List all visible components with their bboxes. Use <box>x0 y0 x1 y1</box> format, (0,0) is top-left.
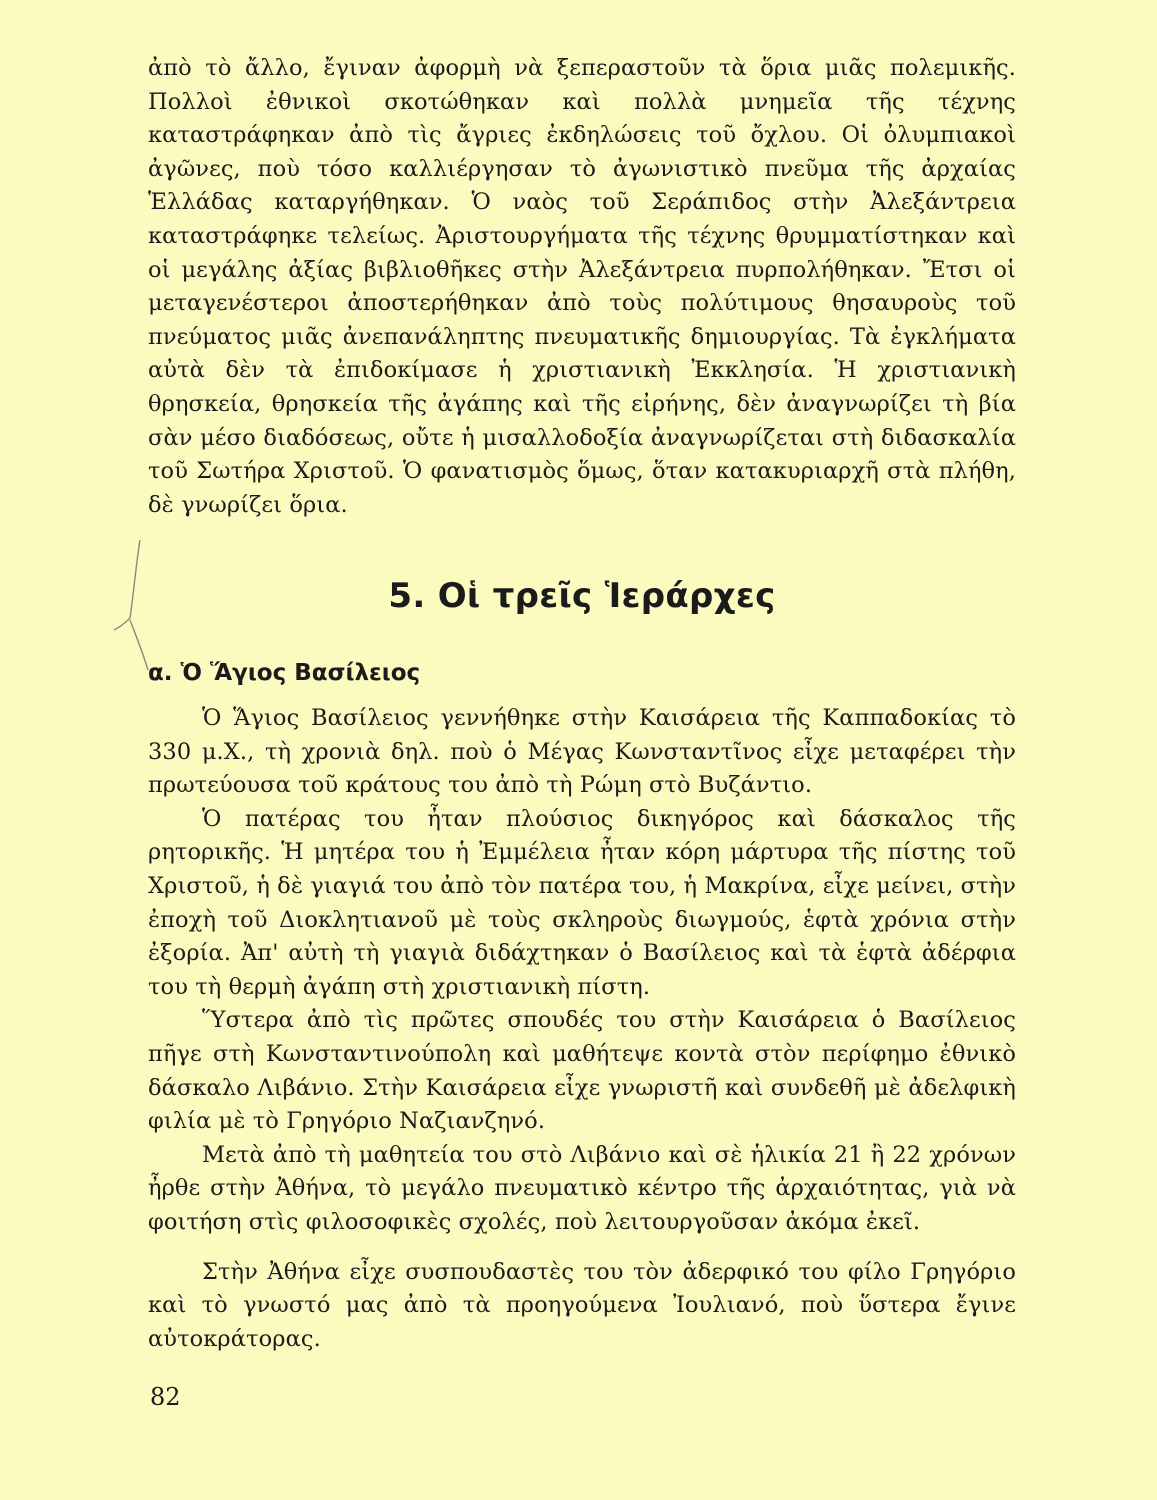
paragraph-classmates: Στὴν Ἀθήνα εἶχε συσπουδαστὲς του τὸν ἀδερφικό του φίλο Γρηγόριο καὶ τὸ γνωστό μας ἀπὸ τὰ προηγούμενα Ἰουλιανό, ποὺ ὕστερα ἔγινε αὐτοκράτορας. <box>148 1258 1016 1352</box>
body-text <box>148 702 1016 1356</box>
paragraph-athens: Μετὰ ἀπὸ τὴ μαθητεία του στὸ Λιβάνιο καὶ σὲ ἡλικία 21 ἢ 22 χρόνων ἦρθε στὴν Ἀθήνα, τὸ μεγάλο πνευματικὸ κέντρο τῆς ἀρχαιότητας, γιὰ νὰ φοιτήση στὶς φιλοσοφικὲς σχολές, ποὺ λειτουργοῦσαν ἀκόμα ἐκεῖ. <box>148 1141 1016 1235</box>
page-number: 82 <box>150 1383 181 1411</box>
page-content <box>148 52 1016 1356</box>
paragraph-studies: Ὕστερα ἀπὸ τὶς πρῶτες σπουδές του στὴν Καισάρεια ὁ Βασίλειος πῆγε στὴ Κωνσταντινούπολη καὶ μαθήτεψε κοντὰ στὸν περίφημο ἐθνικὸ δάσκαλο Λιβάνιο. Στὴν Καισάρεια εἶχε γνωριστῆ καὶ συνδεθῆ μὲ ἀδελφικὴ φιλία μὲ τὸ Γρηγόριο Ναζιανζηνό. <box>148 1007 1016 1135</box>
section-title: 5. Οἱ τρεῖς Ἱεράρχες <box>388 576 776 616</box>
intro-paragraph: ἀπὸ τὸ ἄλλο, ἔγιναν ἀφορμὴ νὰ ξεπεραστοῦν τὰ ὅρια μιᾶς πολεμικῆς. Πολλοὶ ἐθνικοὶ σκοτώθηκαν καὶ πολλὰ μνημεῖα τῆς τέχνης καταστράφηκαν ἀπὸ τὶς ἄγριες ἐκδηλώσεις τοῦ ὄχλου. Οἱ ὀλυμπιακοὶ ἀγῶνες, ποὺ τόσο καλλιέργησαν τὸ ἀγωνιστικὸ πνεῦμα τῆς ἀρχαίας Ἑλλάδας καταργήθηκαν. Ὁ ναὸς τοῦ Σεράπιδος στὴν Ἀλεξάντρεια καταστράφηκε τελείως. Ἀριστουργήματα τῆς τέχνης θρυμματίστηκαν καὶ οἱ μεγάλης ἀξίας βιβλιοθῆκες στὴν Ἀλεξάντρεια πυρπολήθηκαν. Ἔτσι οἱ μεταγενέστεροι ἀποστερήθηκαν ἀπὸ τοὺς πολύτιμους θησαυροὺς τοῦ πνεύματος μιᾶς ἀνεπανάληπτης πνευματικῆς δημιουργίας. Τὰ ἐγκλήματα αὐτὰ δὲν τὰ ἐπιδοκίμασε ἡ χριστιανικὴ Ἐκκλησία. Ἡ χριστιανικὴ θρησκεία, θρησκεία τῆς ἀγάπης καὶ τῆς εἰρήνης, δὲν ἀναγνωρίζει τὴ βία σὰν μέσο διαδόσεως, οὔτε ἡ μισαλλοδοξία ἀναγνωρίζεται στὴ διδασκαλία τοῦ Σωτήρα Χριστοῦ. Ὁ φανατισμὸς ὅμως, ὅταν κατακυριαρχῆ στὰ πλήθη, δὲ γνωρίζει ὅρια. <box>148 55 1016 518</box>
margin-pencil-mark <box>110 540 160 690</box>
subsection-title: α. Ὁ Ἅγιος Βασίλειος <box>148 660 421 686</box>
paragraph-birth: Ὁ Ἅγιος Βασίλειος γεννήθηκε στὴν Καισάρεια τῆς Καππαδοκίας τὸ 330 μ.Χ., τὴ χρονιὰ δηλ. ποὺ ὁ Μέγας Κωνσταντῖνος εἶχε μεταφέρει τὴν πρωτεύουσα τοῦ κράτους του ἀπὸ τὴ Ρώμη στὸ Βυζάντιο. <box>148 705 1016 799</box>
paragraph-family: Ὁ πατέρας του ἦταν πλούσιος δικηγόρος καὶ δάσκαλος τῆς ρητορικῆς. Ἡ μητέρα του ἡ Ἐμμέλεια ἦταν κόρη μάρτυρα τῆς πίστης τοῦ Χριστοῦ, ἡ δὲ γιαγιά του ἀπὸ τὸν πατέρα του, ἡ Μακρίνα, εἶχε μείνει, στὴν ἐποχὴ τοῦ Διοκλητιανοῦ μὲ τοὺς σκληροὺς διωγμούς, ἑφτὰ χρόνια στὴν ἐξορία. Ἀπ' αὐτὴ τὴ γιαγιὰ διδάχτηκαν ὁ Βασίλειος καὶ τὰ ἑφτὰ ἀδέρφια του τὴ θερμὴ ἀγάπη στὴ χριστιανικὴ πίστη. <box>148 805 1016 1000</box>
